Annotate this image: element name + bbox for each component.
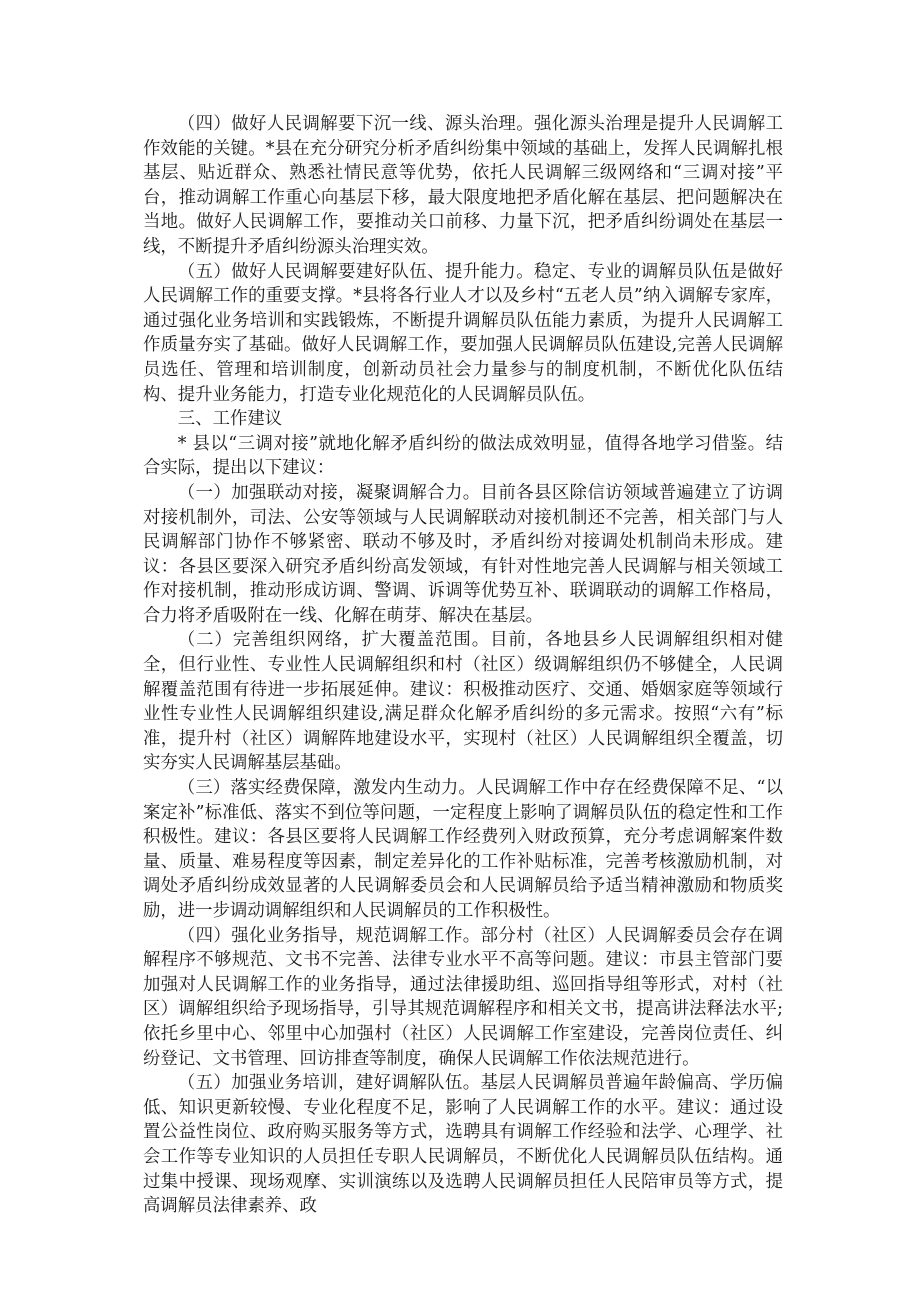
paragraph-section-5: （五）做好人民调解要建好队伍、提升能力。稳定、专业的调解员队伍是做好人民调解工作的重要支撑。*县将各行业人才以及乡村“五老人员”纳入调解专家库，通过强化业务培训和实践锻炼，不断提升调解员队伍能力素质，为提升人民调解工作质量夯实了基础。做好人民调解工作，要加强人民调解员队伍建设,完善人民调解员选任、管理和培训制度，创新动员社会力量参与的制度机制，不断优化队伍结构、提升业务能力，打造专业化规范化的人民调解员队伍。 [143,261,783,405]
paragraph-section-4: （四）做好人民调解要下沉一线、源头治理。强化源头治理是提升人民调解工作效能的关键。*县在充分研究分析矛盾纠纷集中领域的基础上，发挥人民调解扎根基层、贴近群众、熟悉社情民意等优势，依托人民调解三级网络和“三调对接”平台，推动调解工作重心向基层下移，最大限度地把矛盾化解在基层、把问题解决在当地。做好人民调解工作，要推动关口前移、力量下沉，把矛盾纠纷调处在基层一线，不断提升矛盾纠纷源头治理实效。 [143,114,783,257]
section-heading-work-suggestions: 三、工作建议 [177,409,283,430]
document-body [143,112,783,1219]
paragraph-suggestion-2: （二）完善组织网络，扩大覆盖范围。目前，各地县乡人民调解组织相对健全，但行业性、专业性人民调解组织和村（社区）级调解组织仍不够健全，人民调解覆盖范围有待进一步拓展延伸。建议：积极推动医疗、交通、婚姻家庭等领域行业性专业性人民调解组织建设,满足群众化解矛盾纠纷的多元需求。按照“六有”标准，提升村（社区）调解阵地建设水平，实现村（社区）人民调解组织全覆盖，切实夯实人民调解基层基础。 [143,630,783,774]
paragraph-suggestion-5: （五）加强业务培训，建好调解队伍。基层人民调解员普遍年龄偏高、学历偏低、知识更新较慢、专业化程度不足，影响了人民调解工作的水平。建议：通过设置公益性岗位、政府购买服务等方式，选聘具有调解工作经验和法学、心理学、社会工作等专业知识的人员担任专职人民调解员，不断优化人民调解员队伍结构。通过集中授课、现场观摩、实训演练以及选聘人民调解员担任人民陪审员等方式，提高调解员法律素养、政 [143,1073,783,1217]
paragraph-suggestion-4: （四）强化业务指导，规范调解工作。部分村（社区）人民调解委员会存在调解程序不够规范、文书不完善、法律专业水平不高等问题。建议：市县主管部门要加强对人民调解工作的业务指导，通过法律援助组、巡回指导组等形式，对村（社区）调解组织给予现场指导，引导其规范调解程序和相关文书，提高讲法释法水平;依托乡里中心、邻里中心加强村（社区）人民调解工作室建设，完善岗位责任、纠纷登记、文书管理、回访排查等制度，确保人民调解工作依法规范进行。 [143,925,783,1069]
paragraph-intro-suggestions: * 县以“三调对接”就地化解矛盾纠纷的做法成效明显，值得各地学习借鉴。结合实际，提出以下建议： [143,433,783,479]
paragraph-suggestion-3: （三）落实经费保障，激发内生动力。人民调解工作中存在经费保障不足、“以案定补”标准低、落实不到位等问题，一定程度上影响了调解员队伍的稳定性和工作积极性。建议：各县区要将人民调解工作经费列入财政预算，充分考虑调解案件数量、质量、难易程度等因素，制定差异化的工作补贴标准，完善考核激励机制，对调处矛盾纠纷成效显著的人民调解委员会和人民调解员给予适当精神激励和物质奖励，进一步调动调解组织和人民调解员的工作积极性。 [143,778,783,921]
paragraph-suggestion-1: （一）加强联动对接，凝聚调解合力。目前各县区除信访领域普遍建立了访调对接机制外，司法、公安等领域与人民调解联动对接机制还不完善，相关部门与人民调解部门协作不够紧密、联动不够及时，矛盾纠纷对接调处机制尚未形成。建议：各县区要深入研究矛盾纠纷高发领域，有针对性地完善人民调解与相关领域工作对接机制，推动形成访调、警调、诉调等优势互补、联调联动的调解工作格局，合力将矛盾吸附在一线、化解在萌芽、解决在基层。 [143,482,783,626]
